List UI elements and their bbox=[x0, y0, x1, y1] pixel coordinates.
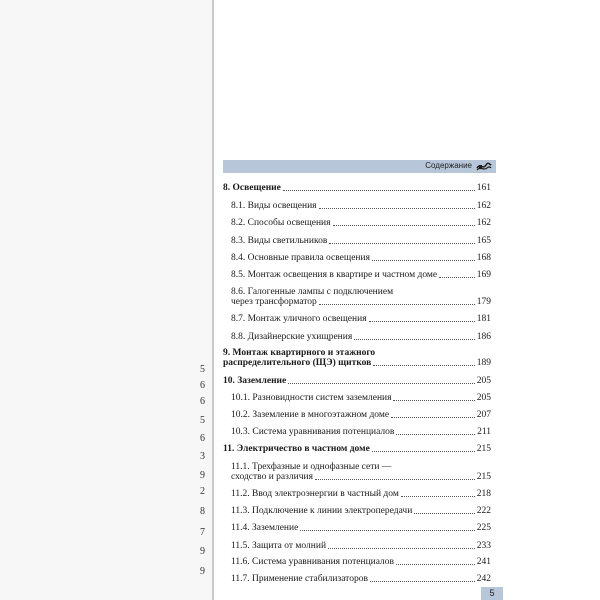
toc-label: 10.1. Разновидности систем заземления bbox=[231, 393, 392, 403]
leader-dots bbox=[393, 400, 474, 401]
leader-dots bbox=[319, 304, 475, 305]
left-margin-digit: 5 bbox=[200, 364, 205, 375]
toc-entry[interactable] bbox=[223, 183, 491, 194]
left-margin-digit: 5 bbox=[200, 415, 205, 426]
toc-label: 11.6. Система уравнивания потенциалов bbox=[231, 557, 395, 567]
toc-page-number: 207 bbox=[476, 410, 491, 420]
toc-page-number: 233 bbox=[476, 541, 491, 551]
left-page bbox=[0, 0, 212, 600]
leader-dots bbox=[401, 496, 475, 497]
leader-dots bbox=[373, 365, 474, 366]
left-margin-digit: 6 bbox=[200, 396, 205, 407]
toc-page-number: 186 bbox=[476, 332, 491, 342]
page-number-tab bbox=[481, 587, 503, 600]
left-margin-digit: 9 bbox=[200, 566, 205, 577]
leader-dots bbox=[369, 321, 475, 322]
toc-label: 11.7. Применение стабилизаторов bbox=[231, 574, 368, 584]
toc-entry[interactable] bbox=[231, 253, 491, 264]
toc-page-number: 205 bbox=[476, 393, 491, 403]
toc-label: через трансформатор bbox=[231, 297, 317, 307]
left-margin-digit: 3 bbox=[200, 451, 205, 462]
toc-entry[interactable] bbox=[231, 472, 491, 483]
wires-icon bbox=[476, 161, 492, 172]
toc-label: 11. Электричество в частном доме bbox=[223, 444, 370, 454]
toc-entry[interactable] bbox=[231, 489, 491, 500]
page-number: 5 bbox=[489, 588, 495, 598]
toc-label: 11.2. Ввод электроэнергии в частный дом bbox=[231, 489, 399, 499]
toc-entry[interactable] bbox=[223, 376, 491, 387]
toc-entry[interactable] bbox=[223, 444, 491, 455]
toc-page-number: 179 bbox=[476, 297, 491, 307]
toc-page-number: 242 bbox=[476, 574, 491, 584]
leader-dots bbox=[333, 225, 475, 226]
left-margin-digit: 6 bbox=[200, 433, 205, 444]
toc-label: распределительного (ЩЭ) щитков bbox=[223, 358, 372, 368]
toc-label: 8.3. Виды светильников bbox=[231, 236, 328, 246]
toc-label: 8.5. Монтаж освещения в квартире и частном доме bbox=[231, 270, 438, 280]
toc-label: 11.5. Защита от молний bbox=[231, 541, 327, 551]
toc-entry[interactable] bbox=[231, 557, 491, 568]
toc-label-line1: 8.6. Галогенные лампы с подключением bbox=[231, 287, 394, 297]
toc-entry[interactable] bbox=[231, 297, 491, 308]
toc-label: 8.7. Монтаж уличного освещения bbox=[231, 314, 367, 324]
toc-label: 10.2. Заземление в многоэтажном доме bbox=[231, 410, 390, 420]
toc-entry[interactable] bbox=[231, 410, 491, 421]
toc-page-number: 241 bbox=[476, 557, 491, 567]
leader-dots bbox=[283, 190, 475, 191]
toc-entry[interactable] bbox=[231, 314, 491, 325]
toc-page-number: 225 bbox=[476, 523, 491, 533]
toc-entry[interactable] bbox=[231, 218, 491, 229]
left-margin-digit: 2 bbox=[200, 486, 205, 497]
toc-entry[interactable] bbox=[231, 506, 491, 517]
toc-page-number: 162 bbox=[476, 201, 491, 211]
toc-label: 10. Заземление bbox=[223, 376, 287, 386]
toc-page-number: 169 bbox=[476, 270, 491, 280]
toc-page-number: 168 bbox=[476, 253, 491, 263]
leader-dots bbox=[396, 564, 475, 565]
toc-page-number: 211 bbox=[477, 427, 491, 437]
leader-dots bbox=[372, 451, 475, 452]
leader-dots bbox=[391, 417, 475, 418]
leader-dots bbox=[414, 513, 474, 514]
toc-entry[interactable] bbox=[231, 541, 491, 552]
leader-dots bbox=[315, 479, 475, 480]
left-margin-digit: 9 bbox=[200, 470, 205, 481]
leader-dots bbox=[370, 581, 475, 582]
toc-label: 8.2. Способы освещения bbox=[231, 218, 331, 228]
toc-page-number: 165 bbox=[476, 236, 491, 246]
toc-label: 8.1. Виды освещения bbox=[231, 201, 317, 211]
toc-page-number: 181 bbox=[476, 314, 491, 324]
left-margin-digit: 8 bbox=[200, 506, 205, 517]
header-title: Содержание bbox=[425, 161, 472, 170]
leader-dots bbox=[328, 548, 475, 549]
toc-label-line1: 9. Монтаж квартирного и этажного bbox=[223, 348, 376, 358]
toc-entry[interactable] bbox=[231, 523, 491, 534]
toc-entry[interactable] bbox=[231, 236, 491, 247]
running-header bbox=[223, 160, 496, 173]
toc-label: 8.8. Дизайнерские ухищрения bbox=[231, 332, 353, 342]
toc-page-number: 218 bbox=[476, 489, 491, 499]
toc-entry[interactable] bbox=[231, 201, 491, 212]
leader-dots bbox=[372, 260, 475, 261]
leader-dots bbox=[439, 277, 475, 278]
toc-entry[interactable] bbox=[231, 427, 491, 438]
toc-entry[interactable] bbox=[231, 270, 491, 281]
toc-entry[interactable] bbox=[231, 332, 491, 343]
toc-page-number: 215 bbox=[476, 444, 491, 454]
toc-page-number: 205 bbox=[476, 376, 491, 386]
toc-entry[interactable] bbox=[231, 393, 491, 404]
toc-page-number: 189 bbox=[476, 358, 491, 368]
leader-dots bbox=[329, 243, 474, 244]
toc-label: 8.4. Основные правила освещения bbox=[231, 253, 370, 263]
toc-label: 8. Освещение bbox=[223, 183, 281, 193]
left-margin-digit: 7 bbox=[200, 527, 205, 538]
toc-page-number: 161 bbox=[476, 183, 491, 193]
leader-dots bbox=[396, 434, 475, 435]
leader-dots bbox=[354, 339, 475, 340]
leader-dots bbox=[300, 530, 474, 531]
left-margin-digit: 9 bbox=[200, 546, 205, 557]
toc-page-number: 162 bbox=[476, 218, 491, 228]
leader-dots bbox=[288, 383, 475, 384]
toc-label: 11.3. Подключение к линии электропередачи bbox=[231, 506, 413, 516]
toc-page-number: 215 bbox=[476, 472, 491, 482]
toc-label-line1: 11.1. Трехфазные и однофазные сети — bbox=[231, 462, 392, 472]
toc-label: 10.3. Система уравнивания потенциалов bbox=[231, 427, 395, 437]
toc-entry[interactable] bbox=[223, 358, 491, 369]
toc-page-number: 222 bbox=[476, 506, 491, 516]
toc-entry[interactable] bbox=[231, 574, 491, 585]
leader-dots bbox=[319, 208, 475, 209]
left-margin-digit: 6 bbox=[200, 380, 205, 391]
toc-label: 11.4. Заземление bbox=[231, 523, 299, 533]
toc-label: сходство и различия bbox=[231, 472, 313, 482]
